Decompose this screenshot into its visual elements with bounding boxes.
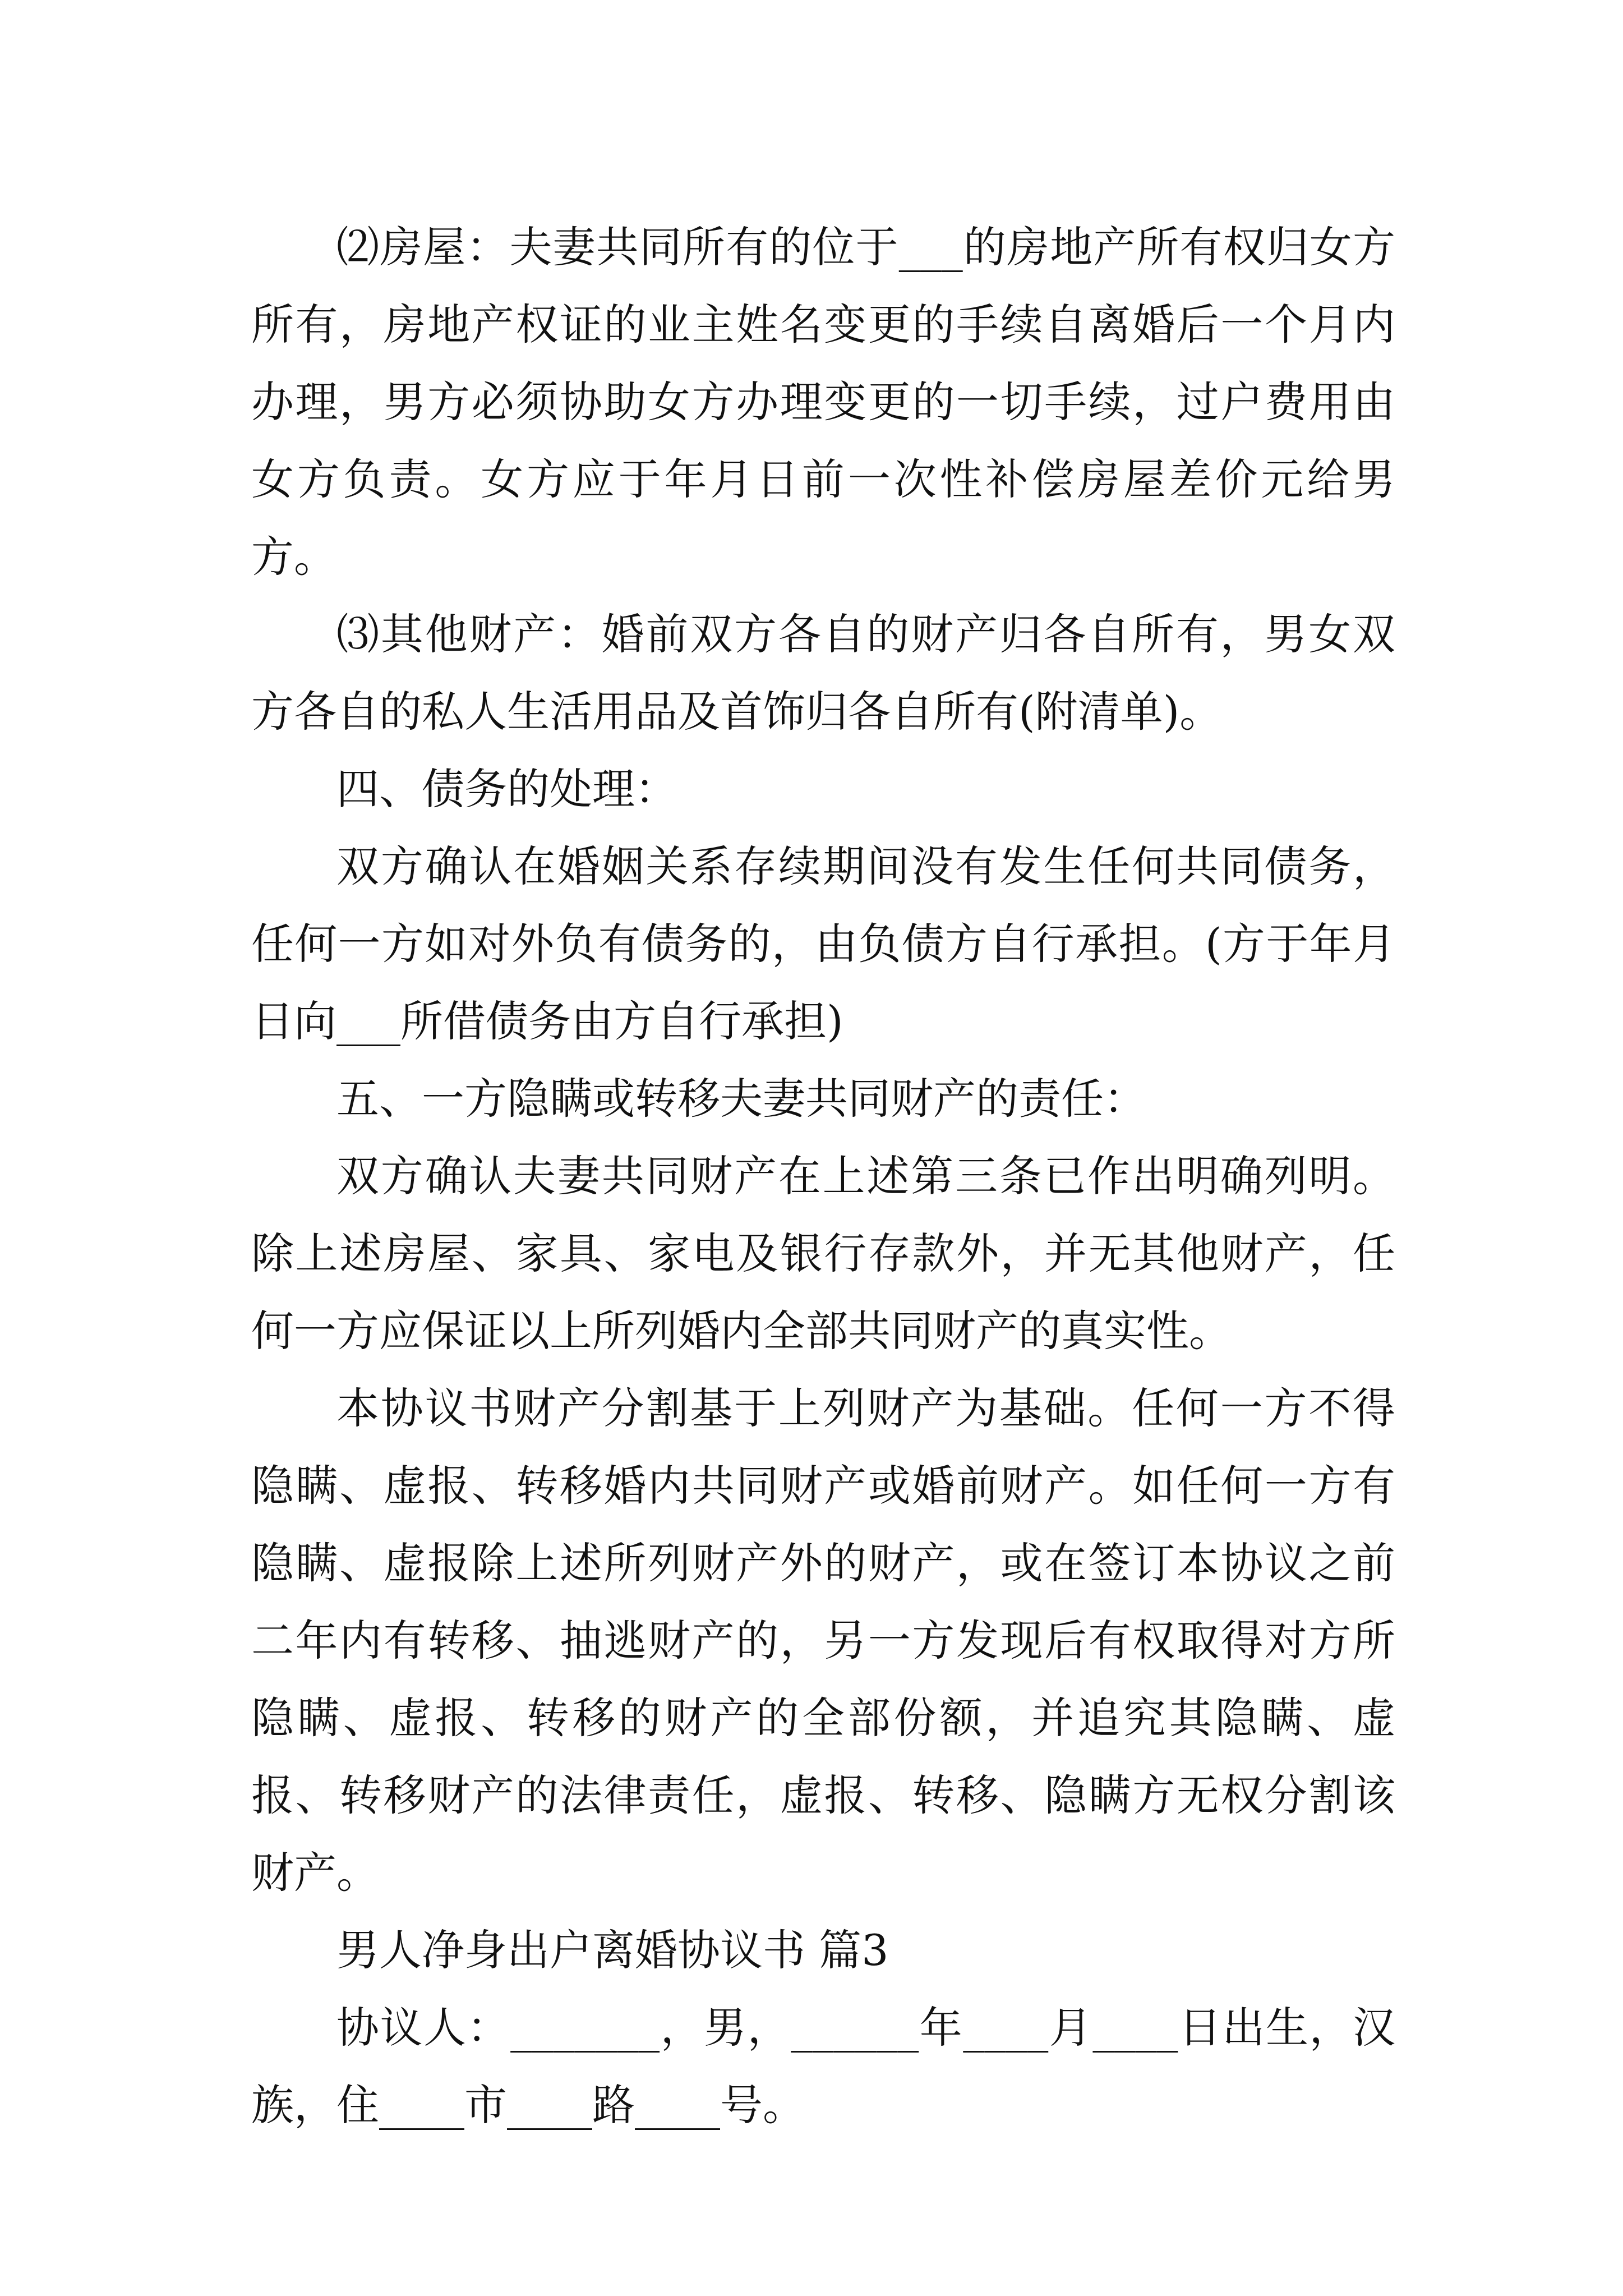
section-heading-debts: 四、债务的处理：: [336, 764, 677, 814]
section-heading-concealment: 五、一方隐瞒或转移夫妻共同财产的责任：: [336, 1074, 1146, 1124]
article-heading: 男人净身出户离婚协议书 篇3: [336, 1925, 889, 1975]
paragraph-property-confirmation: 双方确认夫妻共同财产在上述第三条已作出明确列明。除上述房屋、家具、家电及银行存款外，并无其他财产，任何一方应保证以上所列婚内全部共同财产的真实性。: [251, 1151, 1395, 1356]
paragraph-debts: 双方确认在婚姻关系存续期间没有发生任何共同债务，任何一方如对外负有债务的，由负债方自行承担。(方于年月日向___所借债务由方自行承担): [251, 841, 1395, 1046]
paragraph-party-info: 协议人：_______，男，______年____月____日出生，汉族，住____市____路____号。: [251, 2003, 1395, 2130]
document-body: [251, 209, 1395, 2144]
paragraph-house: ⑵房屋：夫妻共同所有的位于___的房地产所有权归女方所有，房地产权证的业主姓名变更的手续自离婚后一个月内办理，男方必须协助女方办理变更的一切手续，过户费用由女方负责。女方应于年月日前一次性补偿房屋差价元给男方。: [251, 222, 1395, 582]
paragraph-property-division: 本协议书财产分割基于上列财产为基础。任何一方不得隐瞒、虚报、转移婚内共同财产或婚前财产。如任何一方有隐瞒、虚报除上述所列财产外的财产，或在签订本协议之前二年内有转移、抽逃财产的，另一方发现后有权取得对方所隐瞒、虚报、转移的财产的全部份额，并追究其隐瞒、虚报、转移财产的法律责任，虚报、转移、隐瞒方无权分割该财产。: [251, 1383, 1395, 1898]
paragraph-other-property: ⑶其他财产：婚前双方各自的财产归各自所有，男女双方各自的私人生活用品及首饰归各自所有(附清单)。: [251, 609, 1395, 737]
